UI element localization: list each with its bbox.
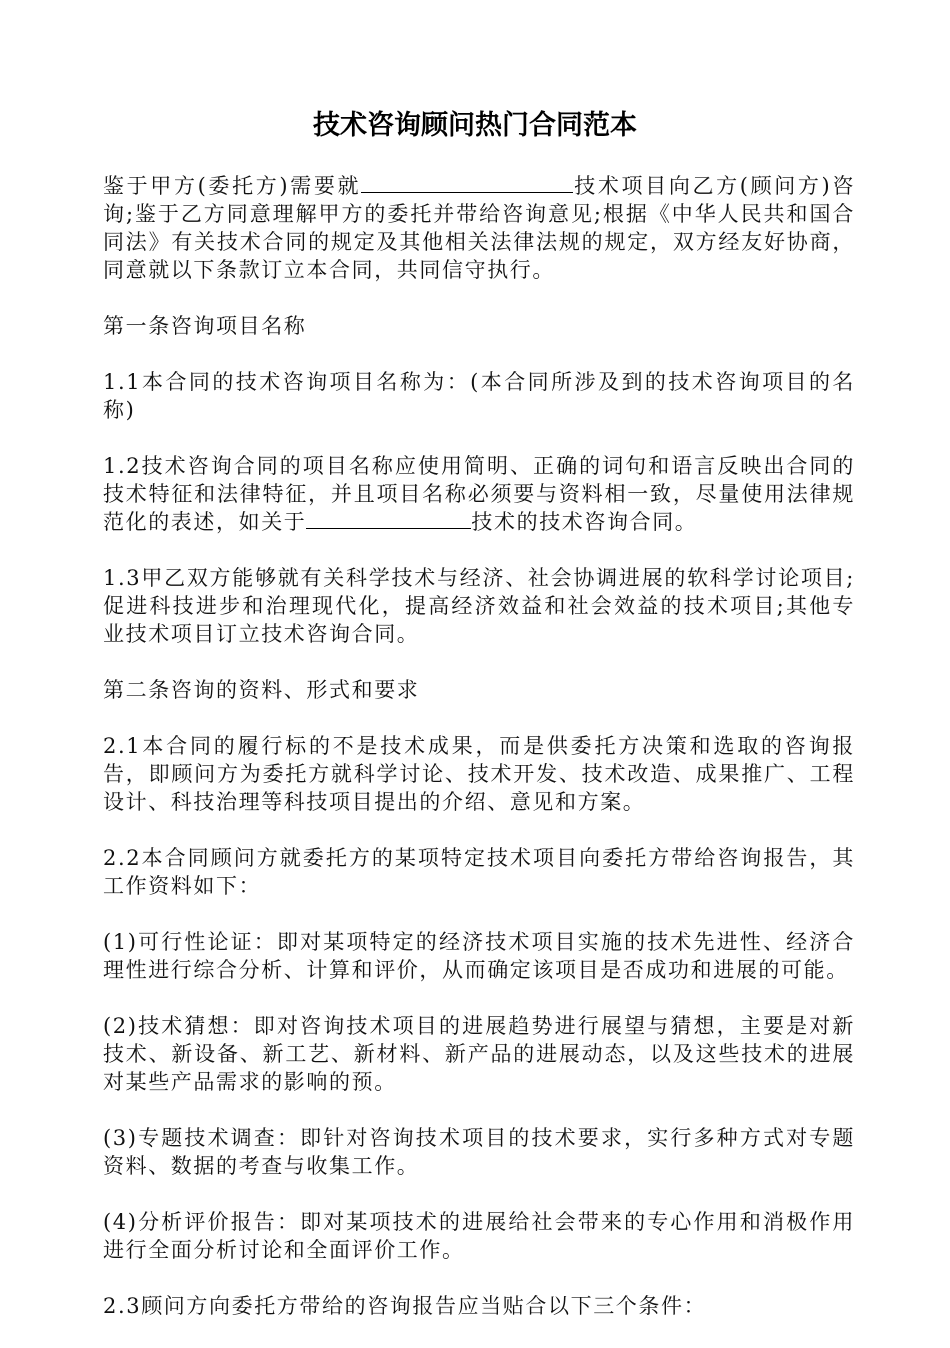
clause-2-1: 2.1本合同的履行标的不是技术成果，而是供委托方决策和选取的咨询报告，即顾问方为委托方就科学讨论、技术开发、技术改造、成果推广、工程设计、科技治理等科技项目提出的介绍、意见和方案。: [103, 734, 855, 814]
clause-1-2: [103, 452, 855, 536]
technology-name-blank: [306, 508, 471, 529]
clause-1-2-text-end: 技术的技术咨询合同。: [471, 510, 698, 534]
clause-1-3: 1.3甲乙双方能够就有关科学技术与经济、社会协调进展的软科学讨论项目;促进科技进步和治理现代化，提高经济效益和社会效益的技术项目;其他专业技术项目订立技术咨询合同。: [103, 566, 855, 646]
list-item-feasibility: (1)可行性论证：即对某项特定的经济技术项目实施的技术先进性、经济合理性进行综合分析、计算和评价，从而确定该项目是否成功和进展的可能。: [103, 930, 855, 982]
document-title: 技术咨询顾问热门合同范本: [313, 110, 637, 141]
intro-paragraph: [103, 172, 855, 284]
clause-2-3: 2.3顾问方向委托方带给的咨询报告应当贴合以下三个条件：: [103, 1294, 707, 1318]
clause-1-1: 1.1本合同的技术咨询项目名称为：(本合同所涉及到的技术咨询项目的名称): [103, 370, 855, 422]
intro-text-start: 鉴于甲方(委托方)需要就: [103, 174, 362, 198]
intro-text-end: 技术项目向乙方(顾问方)咨询;鉴于乙方同意理解甲方的委托并带给咨询意见;根据《中华人民共和国合同法》有关技术合同的规定及其他相关法律法规的规定，双方经友好协商，同意就以下条款订立本合同，共同信守执行。: [103, 174, 855, 282]
document-body: [103, 172, 855, 1348]
list-item-survey: (3)专题技术调查：即针对咨询技术项目的技术要求，实行多种方式对专题资料、数据的考查与收集工作。: [103, 1126, 855, 1178]
project-name-blank: [361, 172, 573, 193]
list-item-evaluation: (4)分析评价报告：即对某项技术的进展给社会带来的专心作用和消极作用进行全面分析讨论和全面评价工作。: [103, 1210, 855, 1262]
list-item-forecast: (2)技术猜想：即对咨询技术项目的进展趋势进行展望与猜想，主要是对新技术、新设备、新工艺、新材料、新产品的进展动态，以及这些技术的进展对某些产品需求的影响的预。: [103, 1014, 855, 1094]
clause-2-2: 2.2本合同顾问方就委托方的某项特定技术项目向委托方带给咨询报告，其工作资料如下：: [103, 846, 855, 898]
section-2-heading: 第二条咨询的资料、形式和要求: [103, 678, 420, 702]
section-1-heading: 第一条咨询项目名称: [103, 314, 307, 338]
clause-1-2-text-start: 1.2技术咨询合同的项目名称应使用简明、正确的词句和语言反映出合同的技术特征和法律特征，并且项目名称必须要与资料相一致，尽量使用法律规范化的表述，如关于: [103, 454, 855, 534]
